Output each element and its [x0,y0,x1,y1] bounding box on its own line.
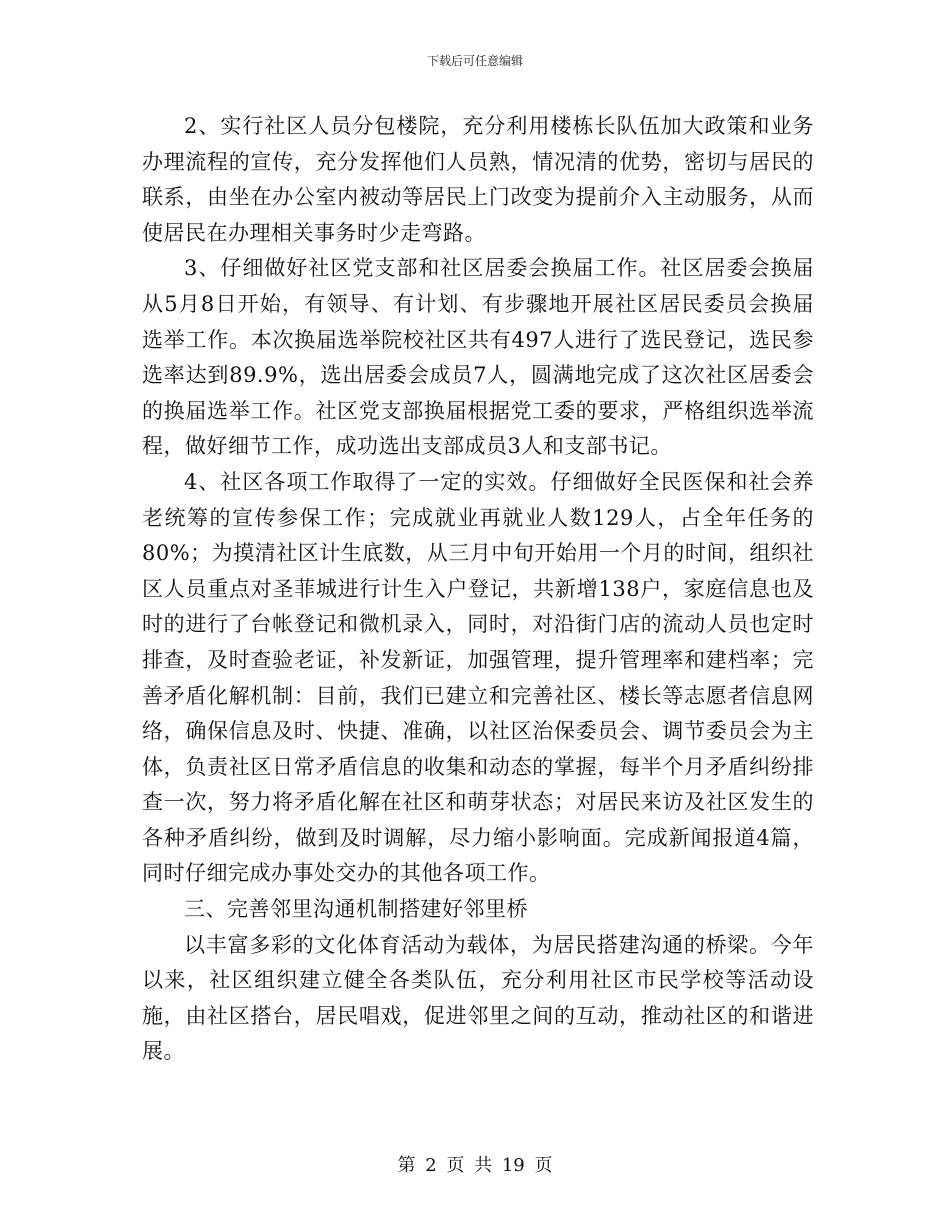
paragraph-item-2: 2、实行社区人员分包楼院，充分利用楼栋长队伍加大政策和业务办理流程的宣传，充分发挥他们人员熟，情况清的优势，密切与居民的联系，由坐在办公室内被动等居民上门改变为提前介入主动服务，从而使居民在办理相关事务时少走弯路。 [142,114,814,245]
paragraph-item-3: 3、仔细做好社区党支部和社区居委会换届工作。社区居委会换届从5月8日开始，有领导、有计划、有步骤地开展社区居民委员会换届选举工作。本次换届选举院校社区共有497人进行了选民登记，选民参选率达到89.9%，选出居委会成员7人，圆满地完成了这次社区居委会的换届选举工作。社区党支部换届根据党工委的要求，严格组织选举流程，做好细节工作，成功选出支部成员3人和支部书记。 [142,256,814,459]
paragraph-item-4: 4、社区各项工作取得了一定的实效。仔细做好全民医保和社会养老统筹的宣传参保工作；完成就业再就业人数129人，占全年任务的80%；为摸清社区计生底数，从三月中旬开始用一个月的时间，组织社区人员重点对圣菲城进行计生入户登记，共新增138户，家庭信息也及时的进行了台帐登记和微机录入，同时，对沿街门店的流动人员也定时排查，及时查验老证，补发新证，加强管理，提升管理率和建档率；完善矛盾化解机制：目前，我们已建立和完善社区、楼长等志愿者信息网络，确保信息及时、快捷、准确，以社区治保委员会、调节委员会为主体，负责社区日常矛盾信息的收集和动态的掌握，每半个月矛盾纠纷排查一次，努力将矛盾化解在社区和萌芽状态；对居民来访及社区发生的各种矛盾纠纷，做到及时调解，尽力缩小影响面。完成新闻报道4篇，同时仔细完成办事处交办的其他各项工作。 [142,469,814,886]
document-body [142,109,814,1070]
section-heading: 三、完善邻里沟通机制搭建好邻里桥 [184,897,528,922]
closing-paragraph: 以丰富多彩的文化体育活动为载体，为居民搭建沟通的桥梁。今年以来，社区组织建立健全各类队伍，充分利用社区市民学校等活动设施，由社区搭台，居民唱戏，促进邻里之间的互动，推动社区的和谐进展。 [142,932,814,1064]
page-header: 下载后可任意编辑 [426,54,523,68]
page-number: 第 2 页 共 19 页 [397,1155,553,1176]
